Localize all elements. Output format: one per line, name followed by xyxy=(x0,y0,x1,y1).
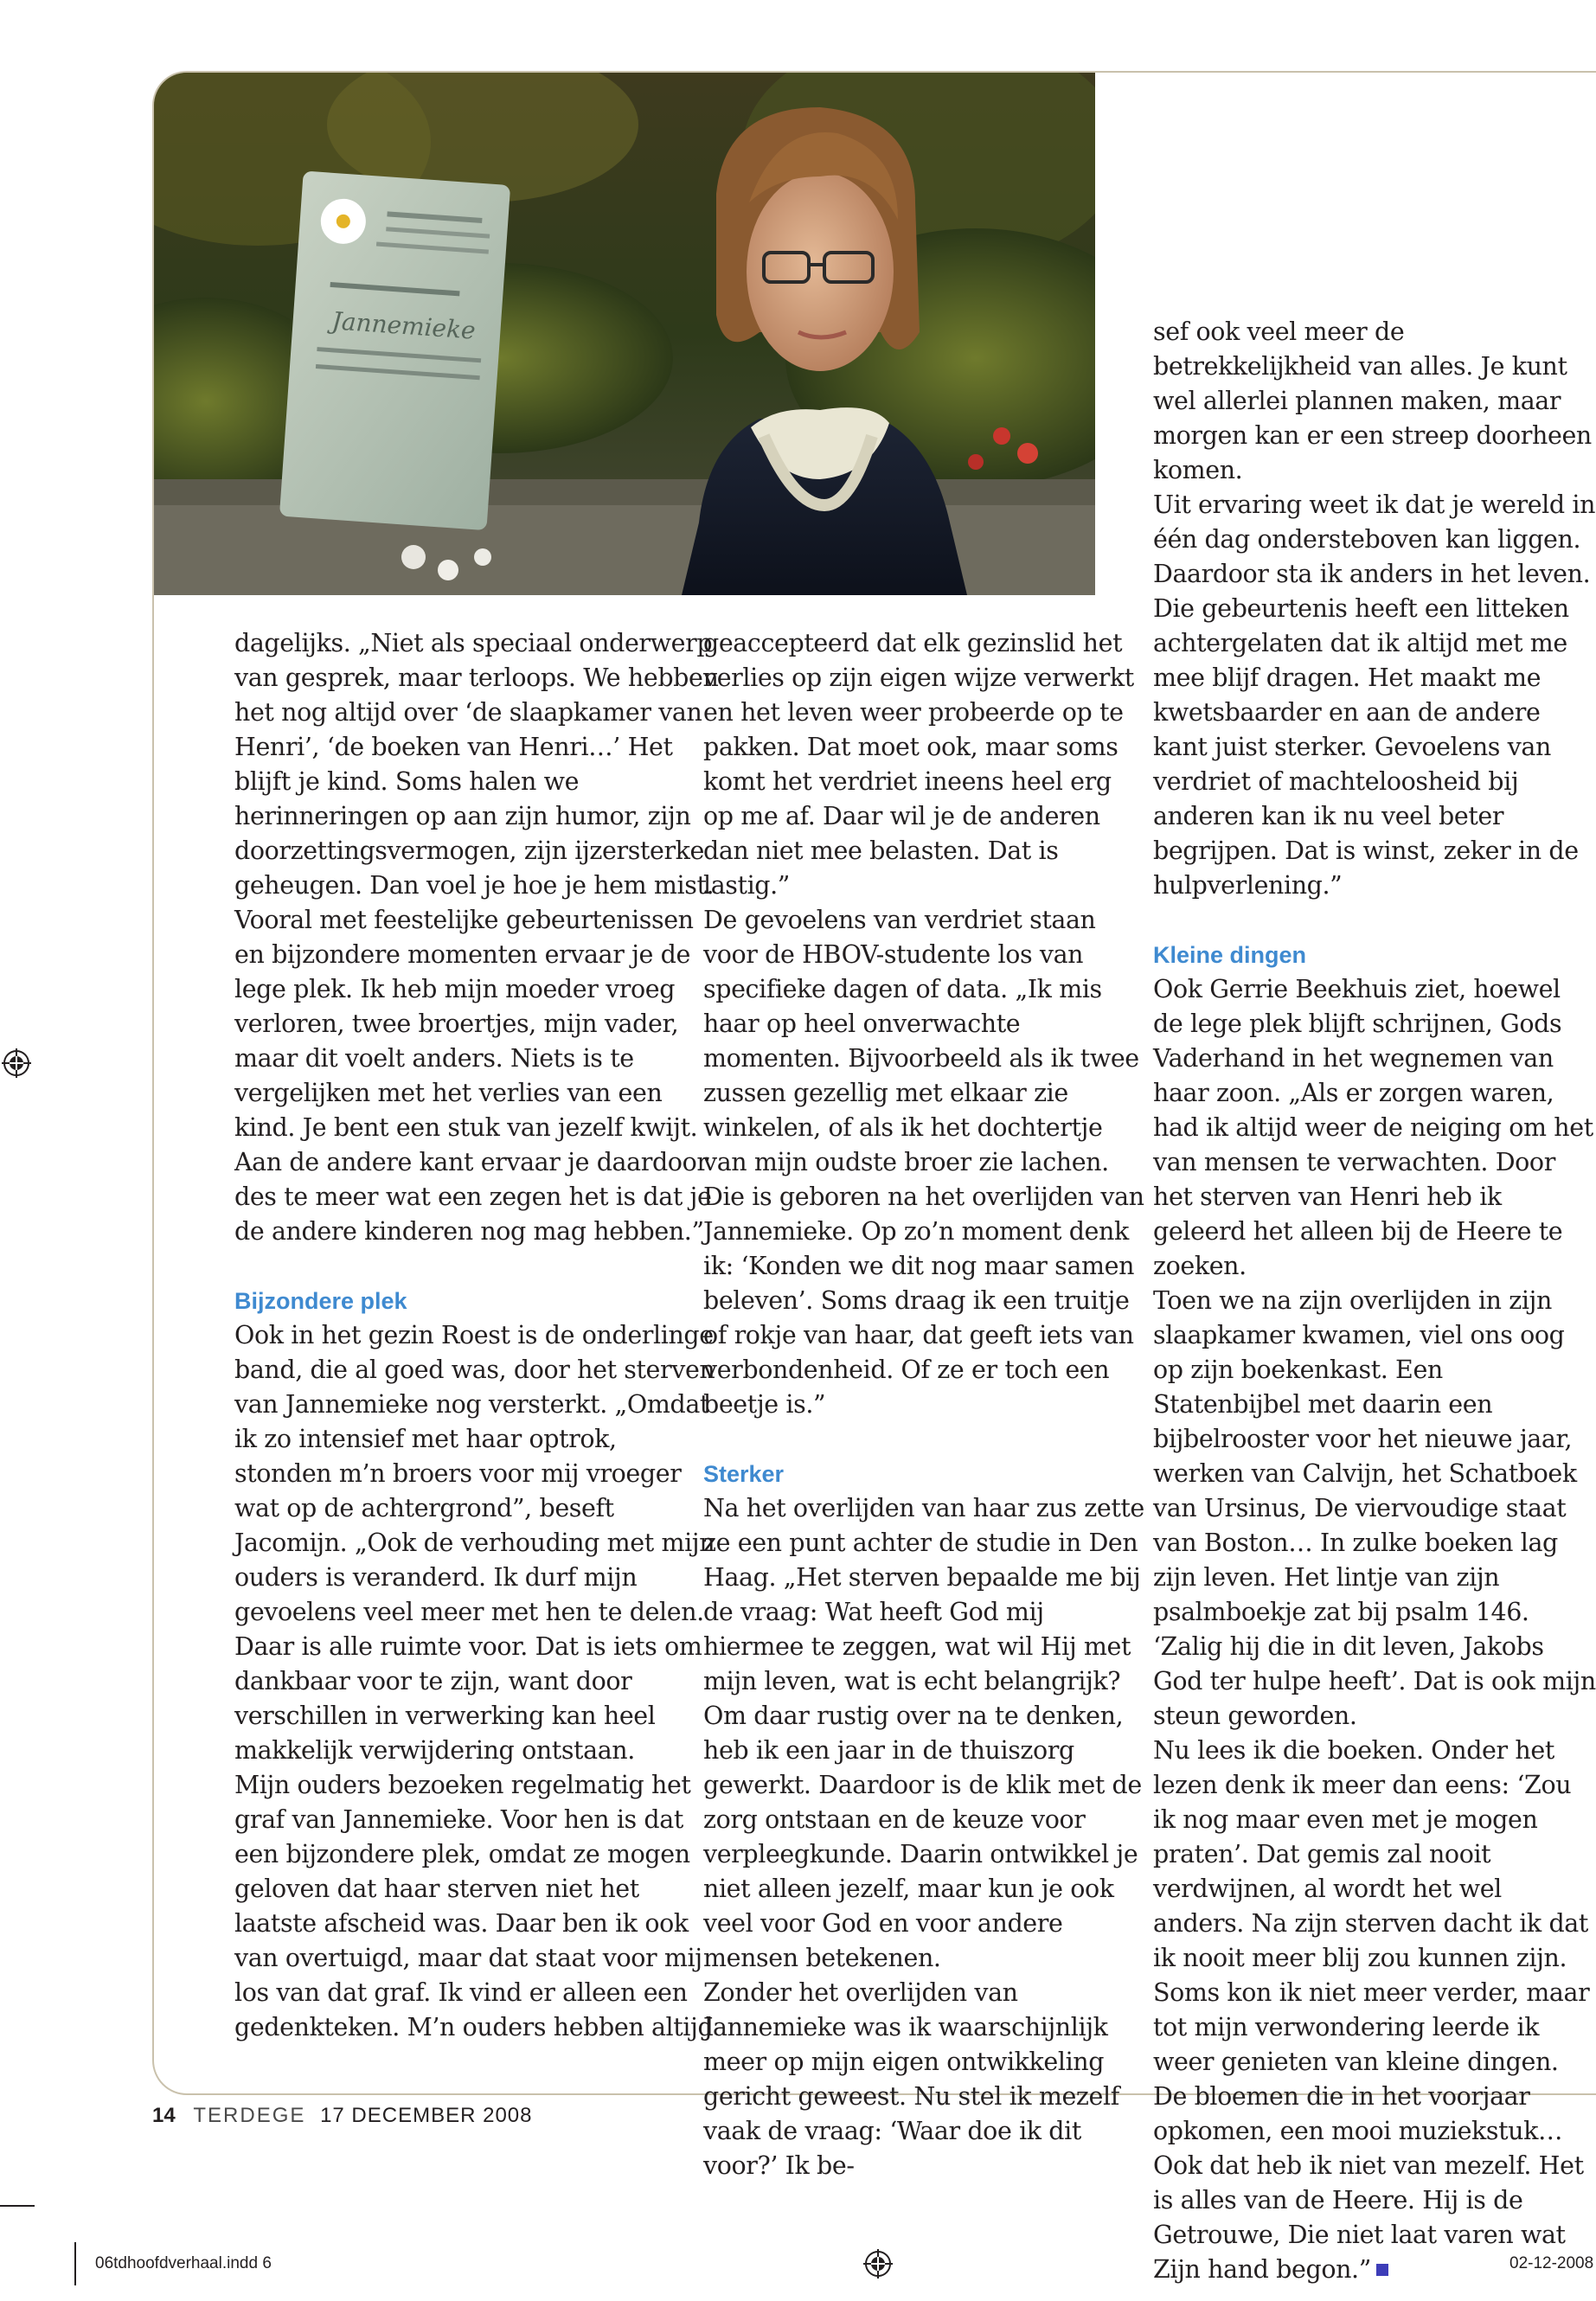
paragraph: dagelijks. „Niet als speciaal onderwerp van gesprek, maar terloops. We hebben het nog altijd over ‘de slaapkamer van Henri’, ‘de boeken van Henri…’ Het blijft je kind. Soms halen we herinneringen op aan zijn humor, zijn doorzettingsvermogen, zijn ijzersterke geheugen. Dan voel je hoe je hem mist. Vooral met feestelijke gebeurtenissen en bijzondere momenten ervaar je de lege plek. Ik heb mijn moeder vroeg verloren, twee broertjes, mijn vader, maar dit voelt anders. Niets is te vergelijken met het verlies van een kind. Je bent een stuk van jezelf kwijt. Aan de andere kant ervaar je daardoor des te meer wat een zegen het is dat je de andere kinderen nog mag hebben.” xyxy=(234,629,719,1246)
magazine-name: TERDEGE xyxy=(193,2104,306,2127)
crop-mark xyxy=(0,2205,35,2207)
page-number: 14 xyxy=(152,2104,176,2127)
article-column-3 xyxy=(1153,315,1596,2287)
photo-illustration xyxy=(154,73,1095,595)
paragraph: sef ook veel meer de betrekkelijkheid van alles. Je kunt wel allerlei plannen maken, maar morgen kan er een streep doorheen komen. xyxy=(1153,317,1592,484)
paragraph: Mijn ouders bezoeken regelmatig het graf van Jannemieke. Voor hen is dat een bijzondere plek, omdat ze mogen geloven dat haar sterven niet het laatste afscheid was. Daar ben ik ook van overtuigd, maar dat staat voor mij los van dat graf. Ik vind er alleen een gedenkteken. M’n ouders hebben altijd xyxy=(234,1771,714,2041)
paragraph: Toen we na zijn overlijden in zijn slaapkamer kwamen, viel ons oog op zijn boekenkast. Een Statenbijbel met daarin een bijbelrooster voor het nieuwe jaar, werken van Calvijn, het Schatboek van Ursinus, De viervoudige staat van Boston… In zulke boeken lag zijn leven. Het lintje van zijn psalmboekje zat bij psalm 146. ‘Zalig hij die in dit leven, Jakobs God ter hulpe heeft’. Dat is ook mijn steun geworden. xyxy=(1153,1286,1596,1730)
article-photo xyxy=(154,73,1095,595)
article-column-1 xyxy=(234,626,719,2045)
paragraph-text: Nu lees ik die boeken. Onder het lezen denk ik meer dan eens: ‘Zou ik nog maar even met je mogen praten’. Dat gemis zal nooit verdwijnen, al wordt het wel anders. Na zijn sterven dacht ik dat ik nooit meer blij zou kunnen zijn. Soms kon ik niet meer verder, maar tot mijn verwondering leerde ik weer genieten van kleine dingen. De bloemen die in het voorjaar opkomen, een mooi muziekstuk… Ook dat heb ik niet van mezelf. Het is alles van de Heere. Hij is de Getrouwe, Die niet laat varen wat Zijn hand begon.” xyxy=(1153,1736,1590,2284)
slug-date: 02-12-2008 xyxy=(1509,2254,1594,2272)
paragraph: Zonder het overlijden van Jannemieke was ik waarschijnlijk meer op mijn eigen ontwikkeling gericht geweest. Nu stel ik mezelf vaak de vraag: ‘Waar doe ik dit voor?’ Ik be- xyxy=(703,1978,1119,2180)
paragraph: De gevoelens van verdriet staan voor de HBOV-studente los van specifieke dagen of data. „Ik mis haar op heel onverwachte momenten. Bijvoorbeeld als ik twee zussen gezellig met elkaar zie winkelen, of als ik het dochtertje van mijn oudste broer zie lachen. Die is geboren na het overlijden van Jannemieke. Op zo’n moment denk ik: ‘Konden we dit nog maar samen beleven’. Soms draag ik een truitje of rokje van haar, dat geeft iets van verbondenheid. Of ze er toch een beetje is.” xyxy=(703,906,1144,1419)
stone-name: Jannemieke xyxy=(330,306,477,345)
article-column-2 xyxy=(703,626,1144,2183)
paragraph: Uit ervaring weet ik dat je wereld in één dag ondersteboven kan liggen. Daardoor sta ik anders in het leven. Die gebeurtenis heeft een litteken achtergelaten dat ik altijd met me mee blijf dragen. Het maakt me kwetsbaarder en aan de andere kant juist sterker. Gevoelens van verdriet of machteloosheid bij anderen kan ik nu veel beter begrijpen. Dat is winst, zeker in de hulpverlening.” xyxy=(1153,490,1596,900)
paragraph-last xyxy=(1153,1734,1596,2287)
paragraph: Ook in het gezin Roest is de onderlinge band, die al goed was, door het sterven van Jannemieke nog versterkt. „Omdat ik zo intensief met haar optrok, stonden m’n broers voor mij vroeger wat op de achtergrond”, beseft Jacomijn. „Ook de verhouding met mijn ouders is veranderd. Ik durf mijn gevoelens veel meer met hen te delen. Daar is alle ruimte voor. Dat is iets om dankbaar voor te zijn, want door verschillen in verwerking kan heel makkelijk verwijdering ontstaan. xyxy=(234,1321,715,1765)
page-footer xyxy=(152,2104,533,2128)
subheading-sterker: Sterker xyxy=(703,1461,785,1487)
subheading-kleine-dingen: Kleine dingen xyxy=(1153,942,1307,968)
paragraph: geaccepteerd dat elk gezinslid het verlies op zijn eigen wijze verwerkt en het leven weer probeerde op te pakken. Dat moet ook, maar soms komt het verdriet ineens heel erg op me af. Daar wil je de anderen dan niet mee belasten. Dat is lastig.” xyxy=(703,629,1134,900)
issue-date: 17 DECEMBER 2008 xyxy=(320,2104,533,2127)
slug-filename: 06tdhoofdverhaal.indd 6 xyxy=(95,2254,272,2272)
subheading-bijzondere-plek: Bijzondere plek xyxy=(234,1288,407,1314)
crop-mark xyxy=(74,2242,76,2285)
registration-mark-icon xyxy=(2,1048,31,1078)
registration-mark-icon xyxy=(863,2249,893,2279)
end-mark-icon xyxy=(1376,2264,1388,2276)
paragraph: Na het overlijden van haar zus zette ze een punt achter de studie in Den Haag. „Het sterven bepaalde me bij de vraag: Wat heeft God mij hiermee te zeggen, wat wil Hij met mijn leven, wat is echt belangrijk? Om daar rustig over na te denken, heb ik een jaar in de thuiszorg gewerkt. Daardoor is de klik met de zorg ontstaan en de keuze voor verpleegkunde. Daarin ontwikkel je niet alleen jezelf, maar kun je ook veel voor God en voor andere mensen betekenen. xyxy=(703,1494,1144,1972)
paragraph: Ook Gerrie Beekhuis ziet, hoewel de lege plek blijft schrijnen, Gods Vaderhand in het wegnemen van haar zoon. „Als er zorgen waren, had ik altijd weer de neiging om het van mensen te verwachten. Door het sterven van Henri heb ik geleerd het alleen bij de Heere te zoeken. xyxy=(1153,975,1593,1280)
